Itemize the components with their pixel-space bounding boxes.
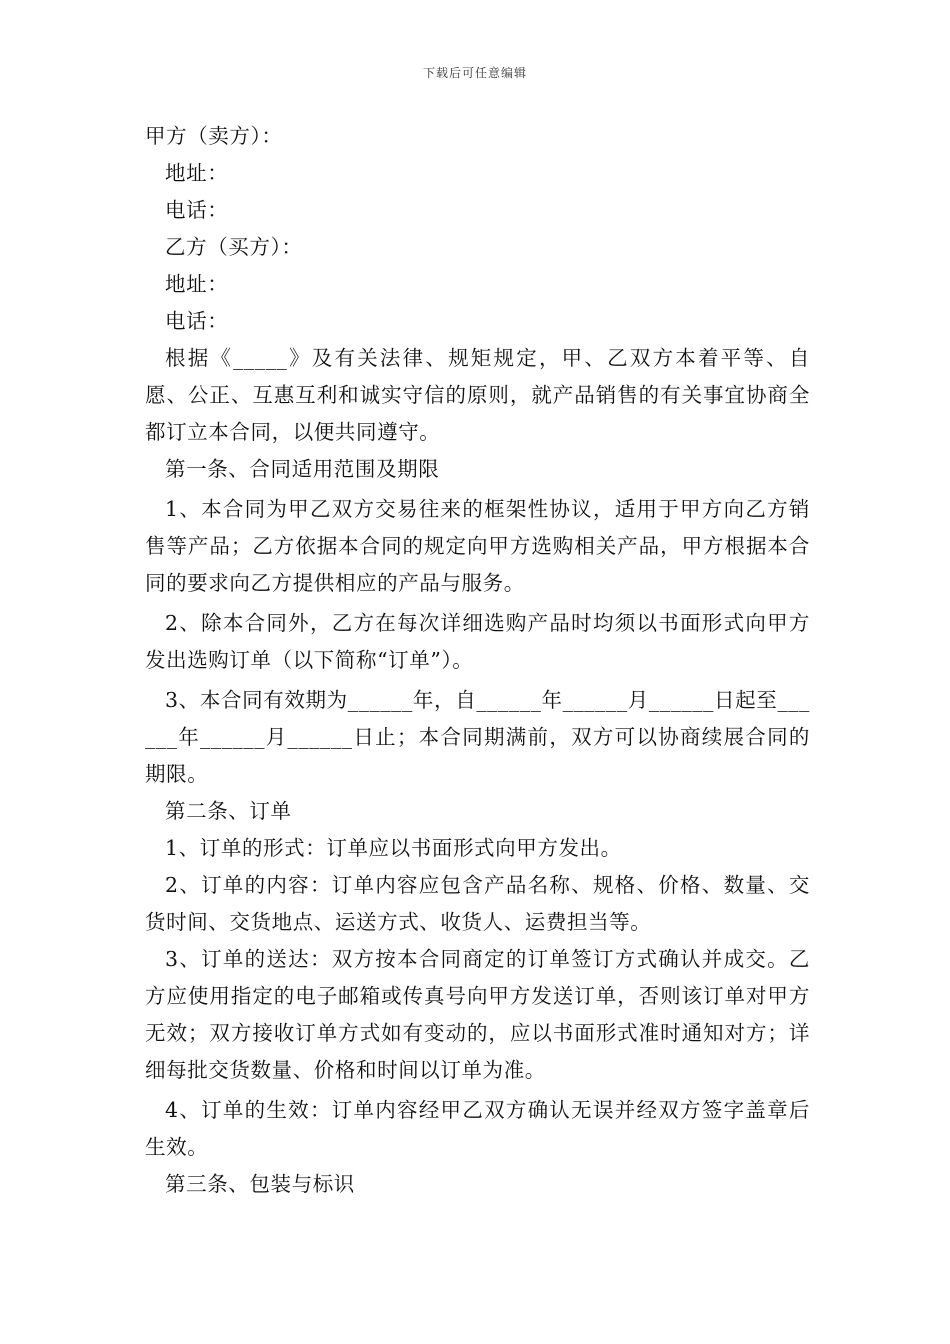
preamble-paragraph: 根据《_____》及有关法律、规矩规定，甲、乙双方本着平等、自愿、公正、互惠互利和诚实守信的原则，就产品销售的有关事宜协商全都订立本合同，以便共同遵守。 bbox=[145, 346, 810, 444]
article-1-clause-3: 3、本合同有效期为______年，自______年______月______日起至______年______月______日止；本合同期满前，双方可以协商续展合同的期限。 bbox=[145, 688, 810, 786]
article-1-heading: 第一条、合同适用范围及期限 bbox=[165, 457, 440, 481]
article-1-clause-1: 1、本合同为甲乙双方交易往来的框架性协议，适用于甲方向乙方销售等产品；乙方依据本合同的规定向甲方选购相关产品，甲方根据本合同的要求向乙方提供相应的产品与服务。 bbox=[145, 497, 810, 595]
article-2-heading: 第二条、订单 bbox=[165, 799, 292, 823]
article-2-clause-3: 3、订单的送达：双方按本合同商定的订单签订方式确认并成交。乙方应使用指定的电子邮箱或传真号向甲方发送订单，否则该订单对甲方无效；双方接收订单方式如有变动的，应以书面形式准时通知对方；详细每批交货数量、价格和时间以订单为准。 bbox=[145, 947, 810, 1082]
article-2-clause-2: 2、订单的内容：订单内容应包含产品名称、规格、价格、数量、交货时间、交货地点、运送方式、收货人、运费担当等。 bbox=[145, 873, 810, 934]
page-header-note: 下载后可任意编辑 bbox=[422, 66, 527, 80]
article-1-clause-2: 2、除本合同外，乙方在每次详细选购产品时均须以书面形式向甲方发出选购订单（以下简称“订单”）。 bbox=[145, 611, 810, 672]
party-a-address: 地址： bbox=[165, 161, 229, 185]
party-a-phone: 电话： bbox=[165, 198, 229, 222]
article-2-clause-4: 4、订单的生效：订单内容经甲乙双方确认无误并经双方签字盖章后生效。 bbox=[145, 1098, 810, 1159]
party-a-heading: 甲方（卖方）： bbox=[145, 124, 283, 148]
party-b-phone: 电话： bbox=[165, 309, 229, 333]
party-b-heading: 乙方（买方）： bbox=[165, 235, 303, 259]
article-3-heading: 第三条、包装与标识 bbox=[165, 1172, 355, 1196]
article-2-clause-1: 1、订单的形式：订单应以书面形式向甲方发出。 bbox=[165, 836, 622, 860]
party-b-address: 地址： bbox=[165, 272, 229, 296]
contract-body bbox=[145, 118, 810, 1203]
